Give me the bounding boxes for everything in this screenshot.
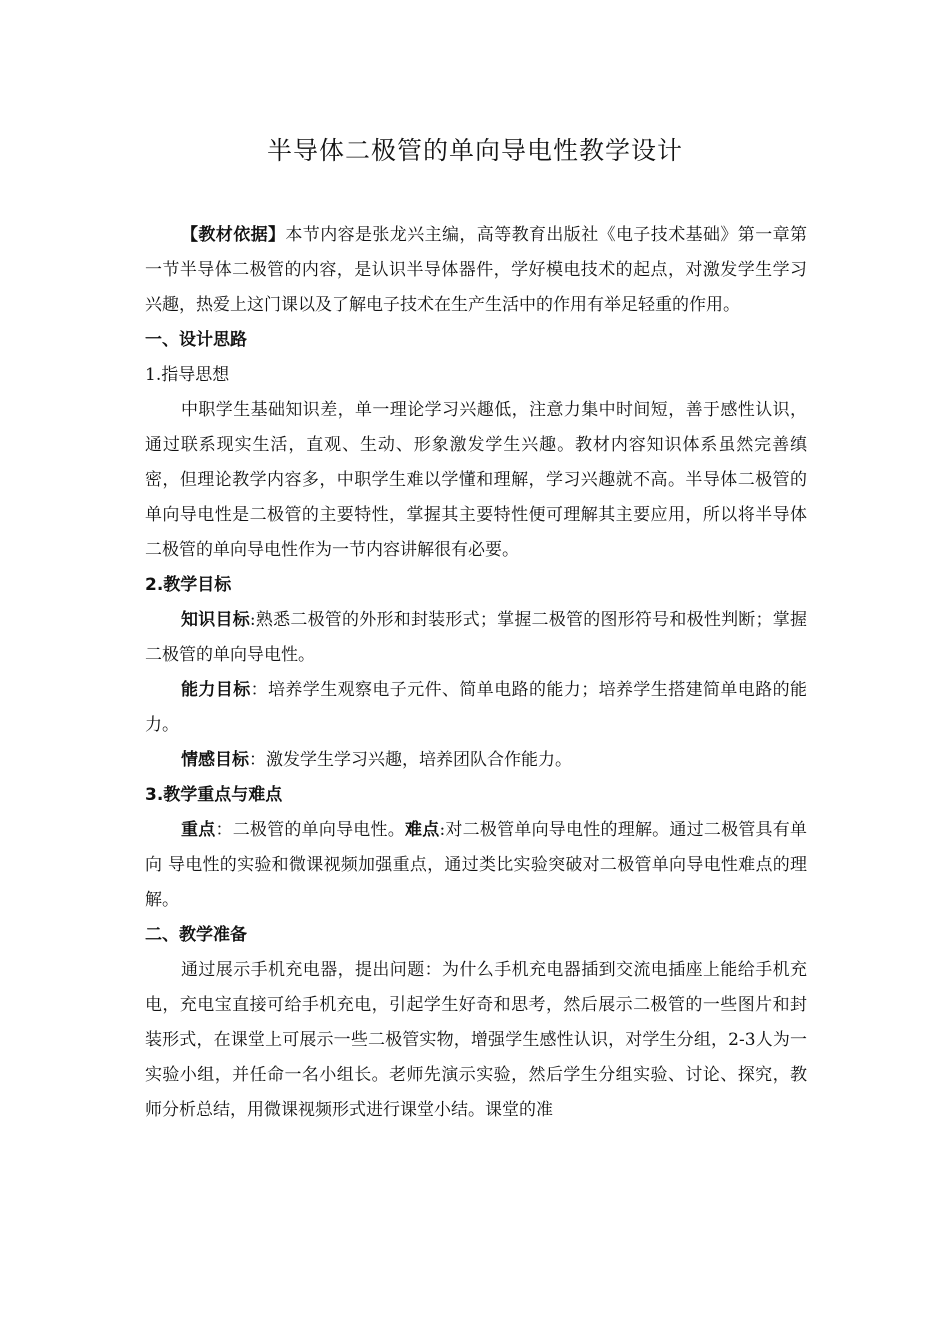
ability-goal-text: ：培养学生观察电子元件、简单电路的能力；培养学生搭建简单电路的能力。: [145, 680, 808, 735]
key-text: ：二极管的单向导电性。: [215, 820, 405, 840]
knowledge-goal: [145, 603, 807, 673]
emotion-goal-label: 情感目标: [181, 750, 249, 770]
key-difficulty-paragraph: [145, 813, 807, 918]
sub1-heading: 1.指导思想: [145, 365, 230, 385]
basis-paragraph: [145, 218, 807, 323]
section2-heading: 二、教学准备: [145, 925, 247, 945]
document-title: 半导体二极管的单向导电性教学设计: [266, 136, 683, 165]
ability-goal-label: 能力目标: [181, 680, 251, 700]
difficulty-text: :对二极管单向导电性的理解。通过二极管具有单向 导电性的实验和微课视频加强重点，通过类比实验突破对二极管单向导电性难点的理解。: [145, 820, 808, 910]
sub1-paragraph: 中职学生基础知识差，单一理论学习兴趣低，注意力集中时间短，善于感性认识，通过联系现实生活，直观、生动、形象激发学生兴趣。教材内容知识体系虽然完善缜密，但理论教学内容多，中职学生难以学懂和理解，学习兴趣就不高。半导体二极管的单向导电性是二极管的主要特性，掌握其主要特性便可理解其主要应用，所以将半导体二极管的单向导电性作为一节内容讲解很有必要。: [145, 400, 807, 560]
section1-heading: 一、设计思路: [145, 330, 247, 350]
key-label: 重点: [181, 820, 216, 840]
sub2-heading: 2.教学目标: [145, 575, 232, 595]
basis-text: 本节内容是张龙兴主编，高等教育出版社《电子技术基础》第一章第一节半导体二极管的内容，是认识半导体器件，学好模电技术的起点，对激发学生学习兴趣，热爱上这门课以及了解电子技术在生产生活中的作用有举足轻重的作用。: [145, 225, 808, 315]
basis-label: 【教材依据】: [181, 225, 286, 245]
difficulty-label: 难点: [405, 820, 440, 840]
emotion-goal-text: ：激发学生学习兴趣，培养团队合作能力。: [249, 750, 572, 770]
document-body: [145, 218, 807, 1128]
emotion-goal: [145, 743, 807, 778]
sub3-heading: 3.教学重点与难点: [145, 785, 283, 805]
knowledge-goal-label: 知识目标: [181, 610, 250, 630]
section2-paragraph: 通过展示手机充电器，提出问题：为什么手机充电器插到交流电插座上能给手机充电，充电宝直接可给手机充电，引起学生好奇和思考，然后展示二极管的一些图片和封装形式，在课堂上可展示一些二极管实物，增强学生感性认识，对学生分组，2-3人为一实验小组，并任命一名小组长。老师先演示实验，然后学生分组实验、讨论、探究，教师分析总结，用微课视频形式进行课堂小结。课堂的准: [145, 960, 807, 1120]
ability-goal: [145, 673, 807, 743]
knowledge-goal-text: :熟悉二极管的外形和封装形式；掌握二极管的图形符号和极性判断；掌握二极管的单向导电性。: [145, 610, 807, 665]
